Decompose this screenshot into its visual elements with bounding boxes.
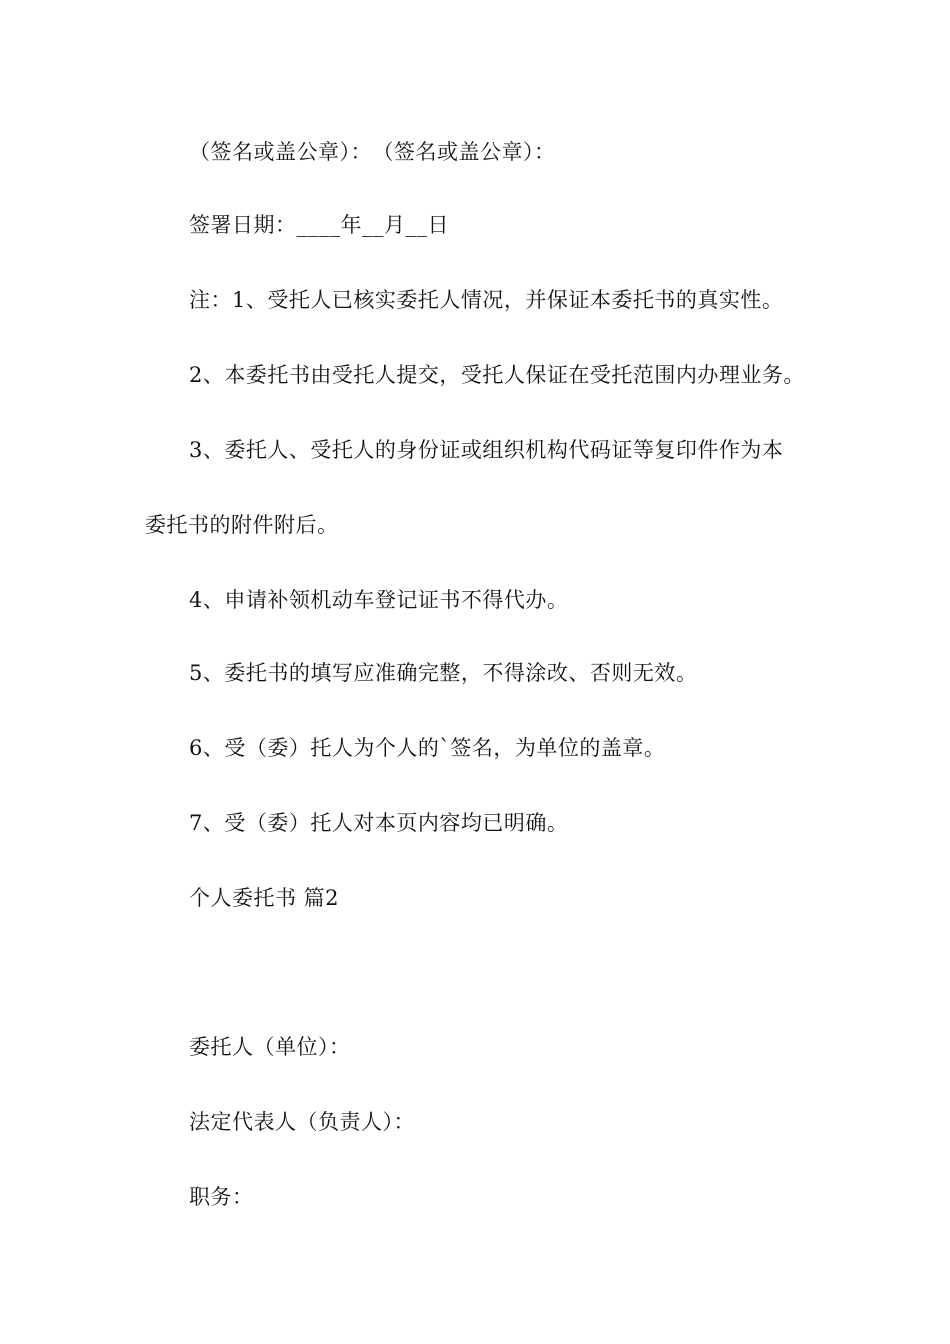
signature-line: （签名或盖公章）： （签名或盖公章）： — [189, 140, 556, 164]
note-item-3: 3、委托人、受托人的身份证或组织机构代码证等复印件作为本 — [189, 438, 784, 462]
legal-representative-field-label: 法定代表人（负责人）： — [189, 1110, 415, 1134]
note-item-1: 注：1、受托人已核实委托人情况，并保证本委托书的真实性。 — [189, 288, 784, 312]
principal-field-label: 委托人（单位）： — [189, 1035, 351, 1059]
signing-date-line: 签署日期：____年__月__日 — [189, 213, 449, 237]
note-item-3-continued: 委托书的附件附后。 — [145, 513, 339, 537]
note-item-4: 4、申请补领机动车登记证书不得代办。 — [189, 588, 569, 612]
section-heading: 个人委托书 篇2 — [189, 886, 340, 910]
note-item-2: 2、本委托书由受托人提交，受托人保证在受托范围内办理业务。 — [189, 363, 805, 387]
note-item-7: 7、受（委）托人对本页内容均已明确。 — [189, 811, 569, 835]
position-field-label: 职务： — [189, 1185, 254, 1209]
note-item-5: 5、委托书的填写应准确完整，不得涂改、否则无效。 — [189, 661, 698, 685]
note-item-6: 6、受（委）托人为个人的`签名，为单位的盖章。 — [189, 736, 666, 760]
